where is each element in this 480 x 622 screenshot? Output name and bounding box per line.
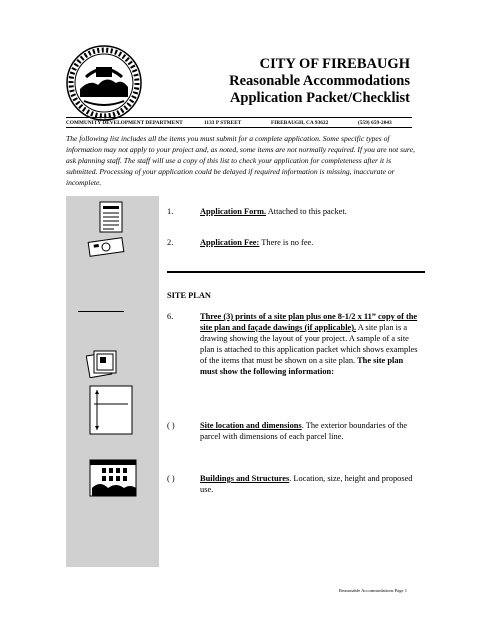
item-emphasis: The site plan must show the following information:	[200, 356, 404, 376]
form-icon	[96, 200, 126, 234]
phone-number: (559) 659-2043	[358, 120, 392, 126]
city-seal-icon	[66, 45, 142, 121]
checkbox[interactable]: ( )	[167, 421, 175, 430]
sidebar-divider	[78, 311, 124, 312]
item-text: There is no fee.	[259, 238, 314, 247]
header-divider	[66, 117, 412, 118]
icon-sidebar	[66, 196, 159, 567]
section-divider	[167, 271, 425, 273]
department-name: COMMUNITY DEVELOPMENT DEPARTMENT	[66, 120, 183, 126]
checkbox[interactable]: ( )	[167, 474, 175, 483]
page-subtitle-2: Application Packet/Checklist	[229, 90, 410, 106]
page-footer: Reasonable Accommodations Page 1	[339, 588, 407, 593]
item-number: 6.	[167, 312, 174, 321]
item-text: . The exterior boundaries of the parcel with dimensions of each parcel line.	[200, 421, 408, 441]
site-plot-icon	[88, 384, 134, 436]
item-text: Attached to this packet.	[266, 207, 347, 216]
item-title: Three (3) prints of a site plan plus one 8-1/2 x 11” copy of the site plan and façade dawings (if applicable).	[200, 312, 418, 332]
item-title: Buildings and Structures	[200, 474, 290, 483]
item-text: . Location, size, height and proposed use.	[200, 474, 413, 494]
item-number: 2.	[167, 238, 174, 247]
blueprint-icon	[86, 348, 122, 378]
item-text: A site plan is a drawing showing the layout of your project. A sample of a site plan is attached to this application packet which shows examples of the items that must be shown on a site plan.	[200, 323, 418, 365]
intro-paragraph: The following list includes all the items you must submit for a complete application. Some specific types of information may not apply to your project and, as noted, some items are not normally required. If you are not sure, ask planning staff. The staff will use a copy of this list to check your application for completeness after it is submitted. Processing of your application could be delayed if required information is missing, inaccurate or incomplete.	[66, 134, 415, 187]
money-icon	[86, 236, 126, 258]
page-subtitle: Reasonable Accommodations	[229, 73, 410, 89]
title-block	[200, 56, 410, 107]
item-title: Application Fee:	[200, 238, 260, 247]
building-icon	[88, 458, 138, 498]
item-number: 1.	[167, 207, 174, 216]
item-title: Application Form.	[200, 207, 267, 216]
section-heading-site-plan: SITE PLAN	[167, 291, 211, 300]
item-title: Site location and dimensions	[200, 421, 302, 430]
page-title: CITY OF FIREBAUGH	[259, 56, 410, 72]
city-zip: FIREBAUGH, CA 93622	[271, 120, 329, 126]
street-address: 1133 P STREET	[204, 120, 242, 126]
contact-divider	[66, 127, 412, 128]
